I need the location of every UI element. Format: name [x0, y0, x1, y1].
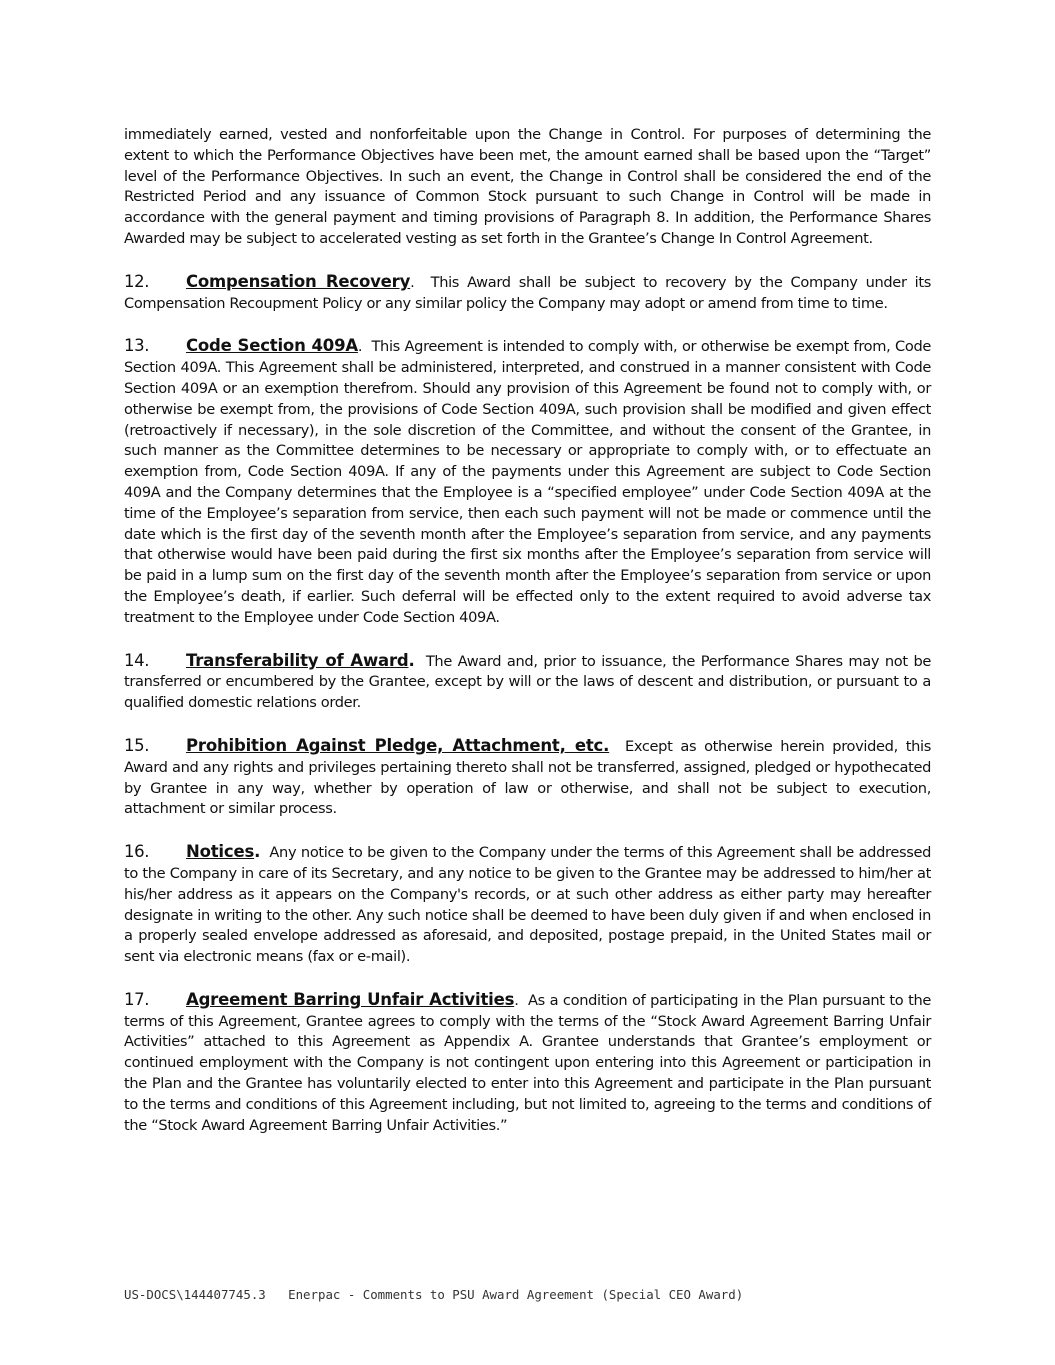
heading-punctuation: . — [410, 273, 415, 291]
section-text: This Agreement is intended to comply with, or otherwise be exempt from, Code Section 409A. This Agreement shall be administered, interpreted, and construed in a manner consistent with Code Section 409A or an exemption therefrom. Should any provision of this Agreement be found not to comply with, or otherwise be exempt from, the provisions of Code Section 409A, such provision shall be modified and given effect (retroactively if necessary), in the sole discretion of the Committee, and without the consent of the Grantee, in such manner as the Committee determines to be necessary or appropriate to comply with, or to effectuate an exemption from, Code Section 409A. If any of the payments under this Agreement are subject to Code Section 409A and the Company determines that the Employee is a “specified employee” under Code Section 409A at the time of the Employee’s separation from service, then each such payment will not be made or commence until the date which is the first day of the seventh month after the Employee’s separation from service, and any payments that otherwise would have been paid during the first six months after the Employee’s separation from service will be paid in a lump sum on the first day of the seventh month after the Employee’s separation from service or upon the Employee’s death, if earlier. Such deferral will be effected only to the extent required to avoid adverse tax treatment to the Employee under Code Section 409A. — [124, 338, 932, 626]
section-number: 13. — [124, 336, 150, 356]
document-page — [124, 125, 931, 1158]
page-footer — [124, 1287, 743, 1302]
section-heading: Notices — [186, 842, 255, 862]
heading-punctuation: . — [254, 842, 261, 862]
section-14 — [124, 651, 931, 714]
section-number: 14. — [124, 650, 150, 670]
heading-punctuation: . — [357, 338, 363, 356]
section-16 — [124, 842, 931, 968]
heading-punctuation: . — [408, 650, 415, 670]
section-text: Except as otherwise herein provided, this Award and any rights and privileges pertaining thereto shall not be transferred, assigned, pledged or hypothecated by Grantee in any way, whether by operation of law or otherwise, and shall not be subject to execution, attachment or similar process. — [124, 737, 931, 818]
section-text: The Award and, prior to issuance, the Performance Shares may not be transferred or encumbered by the Grantee, except by will or the laws of descent and distribution, or pursuant to a qualified domestic relations order. — [124, 652, 931, 712]
section-number: 12. — [124, 271, 150, 291]
section-number: 17. — [124, 989, 150, 1009]
heading-punctuation: . — [514, 991, 519, 1009]
section-heading: Transferability of Award — [186, 650, 409, 670]
section-text: This Award shall be subject to recovery by the Company under its Compensation Recoupment Policy or any similar policy the Company may adopt or amend from time to time. — [124, 273, 931, 312]
section-heading: Agreement Barring Unfair Activities — [186, 989, 515, 1009]
footer-doc-id: US-DOCS\144407745.3 — [124, 1287, 266, 1302]
section-12 — [124, 272, 931, 315]
section-heading: Compensation Recovery — [186, 271, 411, 291]
section-heading: Code Section 409A — [186, 336, 358, 356]
section-13 — [124, 336, 931, 628]
section-text: As a condition of participating in the Plan pursuant to the terms of this Agreement, Grantee agrees to comply with the terms of the “Stock Award Agreement Barring Unfair Activities” attached to this Agreement as Appendix A. Grantee understands that Grantee’s employment or continued employment with the Company is not contingent upon entering into this Agreement or participation in the Plan and the Grantee has voluntarily elected to enter into this Agreement and participate in the Plan pursuant to the terms and conditions of this Agreement including, but not limited to, agreeing to the terms and conditions of the “Stock Award Agreement Barring Unfair Activities.” — [124, 991, 932, 1134]
paragraph-text: immediately earned, vested and nonforfeitable upon the Change in Control. For purposes of determining the extent to which the Performance Objectives have been met, the amount earned shall be based upon the “Target” level of the Performance Objectives. In such an event, the Change in Control shall be considered the end of the Restricted Period and any issuance of Common Stock pursuant to such Change in Control will be made in accordance with the general payment and timing provisions of Paragraph 8. In addition, the Performance Shares Awarded may be subject to accelerated vesting as set forth in the Grantee’s Change In Control Agreement. — [124, 126, 931, 247]
section-number: 16. — [124, 842, 150, 862]
section-text: Any notice to be given to the Company under the terms of this Agreement shall be addressed to the Company in care of its Secretary, and any notice to be given to the Grantee may be addressed to him/her at his/her address as it appears on the Company's records, or at such other address as either party may hereafter designate in writing to the other. Any such notice shall be deemed to have been duly given if and when enclosed in a properly sealed envelope addressed as aforesaid, and deposited, postage prepaid, in the United States mail or sent via electronic means (fax or e-mail). — [124, 844, 932, 966]
section-heading: Prohibition Against Pledge, Attachment, etc. — [186, 735, 610, 755]
footer-doc-title: Enerpac - Comments to PSU Award Agreement (Special CEO Award) — [288, 1287, 744, 1302]
section-number: 15. — [124, 735, 150, 755]
section-15 — [124, 736, 931, 820]
section-17 — [124, 990, 931, 1137]
paragraph-intro — [124, 125, 931, 250]
